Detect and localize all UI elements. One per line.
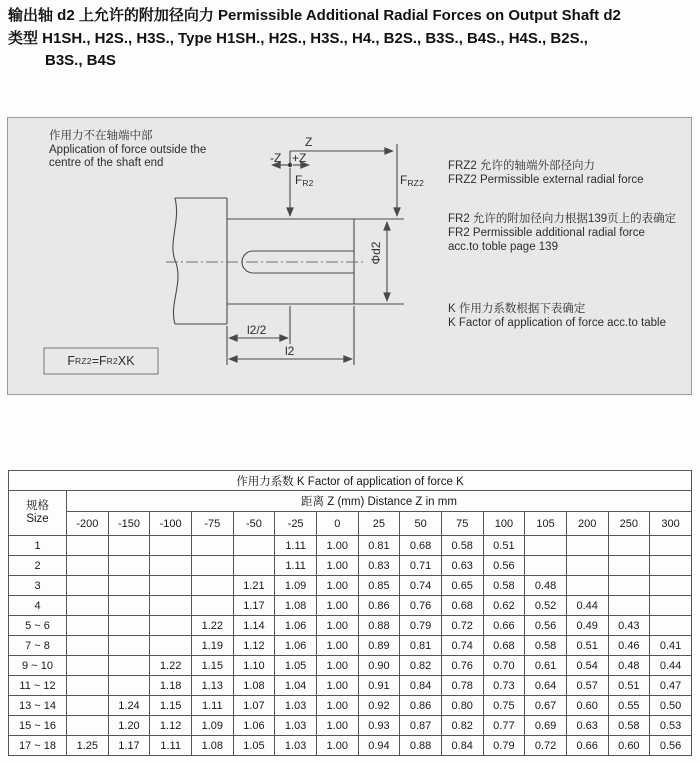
k-value-cell [108, 576, 150, 596]
k-value-cell: 1.11 [275, 536, 317, 556]
k-value-cell: 0.68 [441, 596, 483, 616]
k-value-cell: 1.19 [191, 636, 233, 656]
k-value-cell: 0.76 [441, 656, 483, 676]
z-column-header: 250 [608, 512, 650, 536]
shaft-diameter-label: Φd2 [369, 241, 383, 265]
k-value-cell: 1.17 [108, 736, 150, 756]
table-row [9, 556, 692, 576]
k-value-cell [67, 576, 109, 596]
z-column-header: -100 [150, 512, 192, 536]
annotation-fr2-en2: acc.to toble page 139 [448, 241, 558, 253]
k-value-cell: 0.56 [525, 616, 567, 636]
k-value-cell [108, 616, 150, 636]
z-dimension-label: Z [305, 135, 313, 149]
size-column-header [9, 491, 67, 536]
k-value-cell [150, 536, 192, 556]
k-value-cell: 0.86 [400, 696, 442, 716]
k-value-cell [67, 616, 109, 636]
diagram-note [49, 130, 206, 171]
k-value-cell: 0.44 [566, 596, 608, 616]
k-value-cell: 0.68 [400, 536, 442, 556]
size-cell: 3 [9, 576, 67, 596]
k-value-cell: 0.88 [358, 616, 400, 636]
k-value-cell: 1.14 [233, 616, 275, 636]
k-value-cell: 0.74 [441, 636, 483, 656]
k-value-cell: 0.83 [358, 556, 400, 576]
fr2-sub: R2 [302, 178, 314, 188]
size-header-zh: 规格 [26, 500, 49, 512]
k-value-cell [566, 556, 608, 576]
k-value-cell [67, 536, 109, 556]
k-value-cell [608, 596, 650, 616]
k-value-cell: 1.00 [316, 556, 358, 576]
k-value-cell: 0.78 [441, 676, 483, 696]
k-value-cell: 0.52 [525, 596, 567, 616]
table-row [9, 636, 692, 656]
page-title-line2: 类型 H1SH., H2S., H3S., Type H1SH., H2S., H3S., H4., B2S., B3S., B4S., H4S., B2S., [8, 29, 588, 47]
k-value-cell: 0.63 [441, 556, 483, 576]
k-value-cell: 0.91 [358, 676, 400, 696]
k-value-cell: 1.08 [191, 736, 233, 756]
z-column-header: 25 [358, 512, 400, 536]
k-value-cell: 0.66 [483, 616, 525, 636]
k-value-cell: 1.20 [108, 716, 150, 736]
k-value-cell [650, 536, 692, 556]
k-value-cell: 0.51 [483, 536, 525, 556]
k-value-cell: 0.51 [566, 636, 608, 656]
z-column-header: 0 [316, 512, 358, 536]
k-value-cell: 0.80 [441, 696, 483, 716]
k-value-cell [566, 576, 608, 596]
k-value-cell [233, 556, 275, 576]
k-value-cell: 0.63 [566, 716, 608, 736]
formula-f1: F [67, 354, 76, 368]
k-value-cell: 0.51 [608, 676, 650, 696]
z-column-header: 300 [650, 512, 692, 536]
k-value-cell: 0.55 [608, 696, 650, 716]
k-value-cell [150, 636, 192, 656]
k-value-cell: 0.49 [566, 616, 608, 636]
table-row [9, 736, 692, 756]
k-value-cell: 0.58 [608, 716, 650, 736]
z-column-header: -150 [108, 512, 150, 536]
k-value-cell: 0.67 [525, 696, 567, 716]
k-value-cell: 1.09 [191, 716, 233, 736]
k-value-cell: 1.11 [150, 736, 192, 756]
diagram-note-en1: Application of force outside the [49, 143, 207, 156]
k-value-cell [108, 636, 150, 656]
k-value-cell: 0.66 [566, 736, 608, 756]
k-value-cell: 0.81 [358, 536, 400, 556]
k-value-cell: 1.07 [233, 696, 275, 716]
formula-f3: XK [117, 354, 135, 368]
k-value-cell: 0.48 [608, 656, 650, 676]
z-distance-header: 距离 Z (mm) Distance Z in mm [67, 491, 692, 512]
frz2-force-label [400, 173, 424, 188]
k-value-cell: 1.25 [67, 736, 109, 756]
frz2-formula [44, 348, 158, 374]
k-value-cell [67, 656, 109, 676]
z-column-header: -200 [67, 512, 109, 536]
k-value-cell: 0.60 [608, 736, 650, 756]
annotation-k-factor [448, 302, 666, 330]
annotation-fr2-zh: FR2 允许的附加径向力根据139页上的表确定 [448, 213, 677, 225]
k-value-cell: 0.72 [441, 616, 483, 636]
annotation-frz2 [448, 159, 644, 187]
k-value-cell [150, 556, 192, 576]
table-row [9, 536, 692, 556]
k-value-cell: 0.47 [650, 676, 692, 696]
z-column-header: -50 [233, 512, 275, 536]
table-row [9, 576, 692, 596]
k-value-cell: 0.64 [525, 676, 567, 696]
page-title-line3: B3S., B4S [45, 52, 116, 69]
k-table-title: 作用力系数 K Factor of application of force K [9, 471, 692, 491]
minus-z-label: -Z [270, 151, 282, 165]
k-value-cell [191, 576, 233, 596]
k-value-cell: 0.58 [525, 636, 567, 656]
annotation-fr2-en1: FR2 Permissible additional radial force [448, 227, 645, 239]
k-value-cell: 0.94 [358, 736, 400, 756]
k-value-cell: 1.17 [233, 596, 275, 616]
k-value-cell: 1.06 [233, 716, 275, 736]
k-value-cell: 0.68 [483, 636, 525, 656]
k-value-cell: 0.92 [358, 696, 400, 716]
k-value-cell: 1.00 [316, 636, 358, 656]
k-value-cell: 1.11 [275, 556, 317, 576]
k-value-cell: 1.00 [316, 596, 358, 616]
k-value-cell [650, 556, 692, 576]
page-title-line1: 输出轴 d2 上允许的附加径向力 Permissible Additional Radial Forces on Output Shaft d2 [8, 7, 621, 24]
k-factor-table [8, 470, 692, 756]
z-column-header: 200 [566, 512, 608, 536]
k-value-cell: 1.00 [316, 716, 358, 736]
table-row [9, 596, 692, 616]
k-value-cell: 1.09 [275, 576, 317, 596]
z-column-header: -25 [275, 512, 317, 536]
k-value-cell: 1.00 [316, 696, 358, 716]
k-value-cell: 1.05 [233, 736, 275, 756]
k-value-cell [108, 556, 150, 576]
k-value-cell [608, 556, 650, 576]
k-value-cell [525, 556, 567, 576]
k-value-cell: 1.21 [233, 576, 275, 596]
k-value-cell: 0.54 [566, 656, 608, 676]
k-value-cell [566, 536, 608, 556]
k-value-cell: 1.00 [316, 576, 358, 596]
k-value-cell: 0.71 [400, 556, 442, 576]
shaft-force-diagram [7, 117, 692, 395]
k-value-cell: 0.87 [400, 716, 442, 736]
k-value-cell [150, 576, 192, 596]
diagram-note-zh: 作用力不在轴端中部 [49, 130, 153, 142]
k-value-cell: 1.15 [150, 696, 192, 716]
k-value-cell [191, 556, 233, 576]
k-value-cell: 1.00 [316, 656, 358, 676]
k-value-cell: 0.70 [483, 656, 525, 676]
k-value-cell: 1.03 [275, 736, 317, 756]
k-value-cell: 0.90 [358, 656, 400, 676]
k-value-cell [67, 676, 109, 696]
k-value-cell [525, 536, 567, 556]
k-table-header-row [9, 512, 692, 536]
k-value-cell: 0.75 [483, 696, 525, 716]
k-value-cell: 0.82 [441, 716, 483, 736]
size-cell: 7 ~ 8 [9, 636, 67, 656]
k-value-cell [67, 696, 109, 716]
formula-f2: =F [91, 354, 107, 368]
size-cell: 2 [9, 556, 67, 576]
k-value-cell [650, 616, 692, 636]
k-value-cell: 0.41 [650, 636, 692, 656]
k-value-cell: 1.18 [150, 676, 192, 696]
k-value-cell: 1.22 [191, 616, 233, 636]
frz2-base: F [400, 173, 408, 187]
formula-s1: RZ2 [75, 356, 92, 366]
formula-s2: R2 [106, 356, 118, 366]
k-value-cell [608, 536, 650, 556]
k-value-cell: 0.72 [525, 736, 567, 756]
k-value-cell: 1.05 [275, 656, 317, 676]
size-cell: 5 ~ 6 [9, 616, 67, 636]
k-value-cell: 0.46 [608, 636, 650, 656]
k-value-cell [67, 636, 109, 656]
k-value-cell: 0.85 [358, 576, 400, 596]
k-value-cell: 1.06 [275, 636, 317, 656]
k-value-cell: 0.79 [483, 736, 525, 756]
annotation-k-en: K Factor of application of force acc.to table [448, 317, 666, 329]
k-value-cell: 0.58 [483, 576, 525, 596]
k-value-cell: 1.03 [275, 716, 317, 736]
k-value-cell: 1.00 [316, 676, 358, 696]
k-value-cell: 0.56 [483, 556, 525, 576]
k-value-cell: 0.74 [400, 576, 442, 596]
annotation-frz2-en: FRZ2 Permissible external radial force [448, 174, 644, 186]
k-value-cell: 0.48 [525, 576, 567, 596]
k-value-cell: 1.03 [275, 696, 317, 716]
k-value-cell: 0.60 [566, 696, 608, 716]
annotation-fr2 [448, 212, 676, 254]
k-value-cell: 0.69 [525, 716, 567, 736]
k-value-cell: 0.44 [650, 656, 692, 676]
size-header-en: Size [26, 513, 49, 525]
k-value-cell [67, 716, 109, 736]
size-cell: 17 ~ 18 [9, 736, 67, 756]
z-column-header: -75 [191, 512, 233, 536]
k-factor-table-container [8, 470, 692, 756]
size-cell: 9 ~ 10 [9, 656, 67, 676]
k-value-cell [108, 536, 150, 556]
l2-dimension-label: l2 [285, 344, 295, 358]
z-column-header: 105 [525, 512, 567, 536]
k-value-cell: 1.24 [108, 696, 150, 716]
fr2-force-label [295, 173, 314, 188]
k-value-cell: 1.06 [275, 616, 317, 636]
z-column-header: 100 [483, 512, 525, 536]
size-cell: 4 [9, 596, 67, 616]
k-value-cell: 0.84 [441, 736, 483, 756]
k-value-cell: 1.10 [233, 656, 275, 676]
k-value-cell: 0.86 [358, 596, 400, 616]
k-value-cell: 0.93 [358, 716, 400, 736]
plus-z-label: +Z [292, 151, 307, 165]
k-value-cell: 0.84 [400, 676, 442, 696]
k-value-cell: 0.89 [358, 636, 400, 656]
k-value-cell: 0.62 [483, 596, 525, 616]
k-value-cell [191, 596, 233, 616]
k-value-cell: 1.08 [233, 676, 275, 696]
table-row [9, 716, 692, 736]
frz2-sub: RZ2 [407, 178, 425, 188]
table-row [9, 656, 692, 676]
size-cell: 1 [9, 536, 67, 556]
k-value-cell [67, 556, 109, 576]
size-cell: 13 ~ 14 [9, 696, 67, 716]
k-value-cell: 0.58 [441, 536, 483, 556]
k-value-cell: 0.50 [650, 696, 692, 716]
k-value-cell: 1.15 [191, 656, 233, 676]
diagram-note-en2: centre of the shaft end [49, 157, 164, 169]
k-value-cell: 0.73 [483, 676, 525, 696]
k-value-cell: 1.13 [191, 676, 233, 696]
k-value-cell: 0.61 [525, 656, 567, 676]
table-row [9, 676, 692, 696]
k-value-cell: 0.77 [483, 716, 525, 736]
k-value-cell: 1.04 [275, 676, 317, 696]
k-value-cell [650, 576, 692, 596]
k-value-cell [233, 536, 275, 556]
k-value-cell: 1.00 [316, 536, 358, 556]
k-value-cell: 1.00 [316, 736, 358, 756]
z-column-header: 50 [400, 512, 442, 536]
k-value-cell [108, 656, 150, 676]
k-value-cell [608, 576, 650, 596]
table-row [9, 696, 692, 716]
k-value-cell [108, 596, 150, 616]
table-row [9, 616, 692, 636]
k-value-cell: 1.11 [191, 696, 233, 716]
k-value-cell [150, 596, 192, 616]
k-value-cell: 0.56 [650, 736, 692, 756]
page-title [8, 5, 698, 73]
k-value-cell: 0.82 [400, 656, 442, 676]
k-value-cell: 0.65 [441, 576, 483, 596]
k-value-cell: 0.79 [400, 616, 442, 636]
k-value-cell: 0.53 [650, 716, 692, 736]
k-value-cell: 1.12 [233, 636, 275, 656]
k-value-cell: 1.12 [150, 716, 192, 736]
size-cell: 15 ~ 16 [9, 716, 67, 736]
annotation-frz2-zh: FRZ2 允许的轴端外部径向力 [448, 160, 595, 172]
k-value-cell: 0.57 [566, 676, 608, 696]
k-value-cell: 1.22 [150, 656, 192, 676]
l2-half-dimension-label: l2/2 [247, 323, 267, 337]
k-value-cell: 1.08 [275, 596, 317, 616]
k-value-cell [67, 596, 109, 616]
k-value-cell: 0.76 [400, 596, 442, 616]
k-value-cell [650, 596, 692, 616]
k-value-cell: 0.88 [400, 736, 442, 756]
k-factor-table-body [9, 536, 692, 756]
k-value-cell [108, 676, 150, 696]
annotation-k-zh: K 作用力系数根据下表确定 [448, 303, 586, 315]
k-value-cell [191, 536, 233, 556]
k-value-cell: 1.00 [316, 616, 358, 636]
z-column-header: 75 [441, 512, 483, 536]
k-value-cell: 0.43 [608, 616, 650, 636]
fr2-base: F [295, 173, 303, 187]
k-value-cell [150, 616, 192, 636]
k-value-cell: 0.81 [400, 636, 442, 656]
size-cell: 11 ~ 12 [9, 676, 67, 696]
